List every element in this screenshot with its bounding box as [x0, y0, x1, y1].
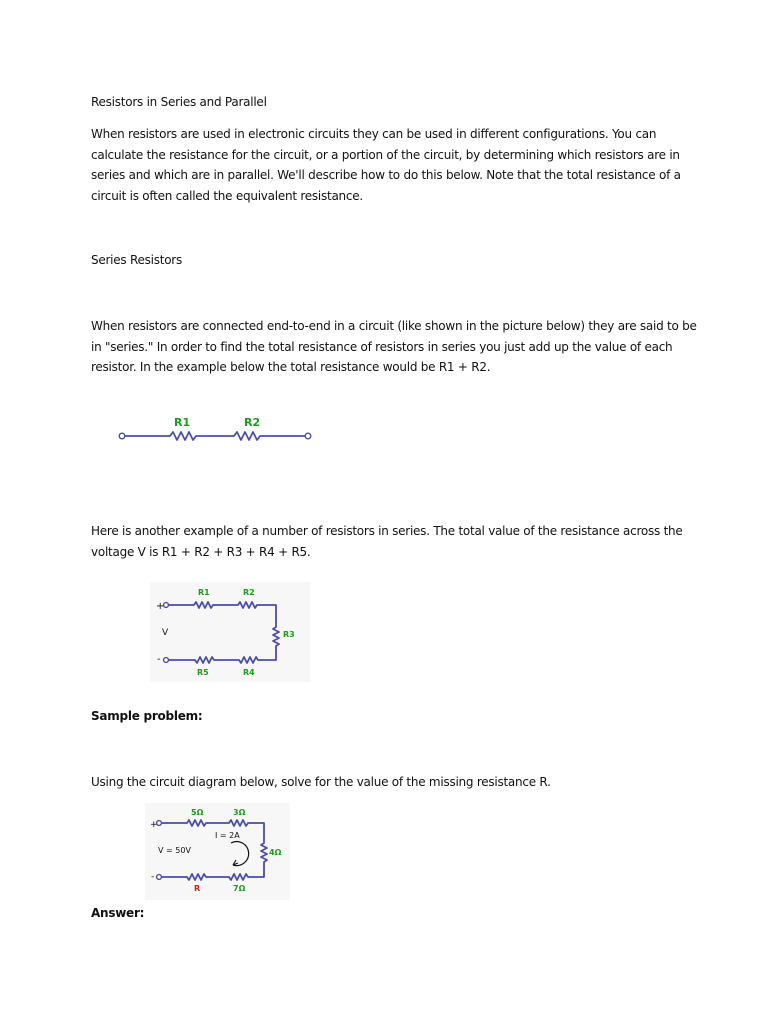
resistor-label: R2 [243, 588, 255, 597]
series-five-resistor-diagram [150, 582, 310, 682]
series-paragraph [91, 316, 697, 378]
terminal-negative [164, 658, 169, 663]
sample-problem-heading: Sample problem: [91, 709, 203, 723]
resistor-label: 7Ω [233, 884, 246, 893]
resistor-label: R1 [198, 588, 210, 597]
intro-line: When resistors are used in electronic circuits they can be used in different configurations. You can [91, 127, 657, 141]
series-line: When resistors are connected end-to-end in a circuit (like shown in the picture below) they are said to be [91, 319, 697, 333]
problem-statement: Using the circuit diagram below, solve for the value of the missing resistance R. [91, 775, 551, 789]
terminal-left [119, 433, 125, 439]
circuit-wire [125, 432, 305, 440]
terminal-negative [157, 875, 162, 880]
example-line: Here is another example of a number of resistors in series. The total value of the resistance across the [91, 524, 683, 538]
resistor-label: R4 [243, 668, 255, 677]
series-heading: Series Resistors [91, 253, 182, 267]
positive-sign: + [156, 601, 165, 612]
example-paragraph [91, 521, 681, 562]
negative-sign: - [151, 872, 155, 882]
example-line: voltage V is R1 + R2 + R3 + R4 + R5. [91, 544, 311, 559]
resistor-label: R2 [244, 416, 261, 429]
unknown-resistor-label: R [194, 884, 201, 893]
intro-line: calculate the resistance for the circuit, or a portion of the circuit, by determining which resistors are in [91, 147, 680, 162]
answer-heading: Answer: [91, 906, 145, 920]
voltage-label: V = 50V [158, 846, 191, 855]
negative-sign: - [157, 654, 161, 665]
voltage-label: V [162, 628, 169, 638]
resistor-label: R5 [197, 668, 209, 677]
document-title: Resistors in Series and Parallel [91, 95, 267, 109]
resistor-label: 5Ω [191, 808, 204, 817]
sample-problem-diagram [145, 803, 290, 900]
current-label: I = 2A [215, 831, 240, 840]
series-two-resistor-diagram [110, 410, 330, 450]
series-line: resistor. In the example below the total resistance would be R1 + R2. [91, 360, 491, 374]
resistor-label: R3 [283, 630, 295, 639]
series-line: in "series." In order to find the total resistance of resistors in series you just add up the value of each [91, 339, 673, 354]
resistor-label: 3Ω [233, 808, 246, 817]
intro-line: circuit is often called the equivalent resistance. [91, 188, 363, 203]
terminal-right [305, 433, 311, 439]
intro-paragraph [91, 124, 681, 206]
intro-line: series and which are in parallel. We'll describe how to do this below. Note that the total resistance of a [91, 168, 681, 182]
positive-sign: + [150, 820, 158, 830]
resistor-label: 4Ω [269, 848, 282, 857]
resistor-label: R1 [174, 416, 191, 429]
